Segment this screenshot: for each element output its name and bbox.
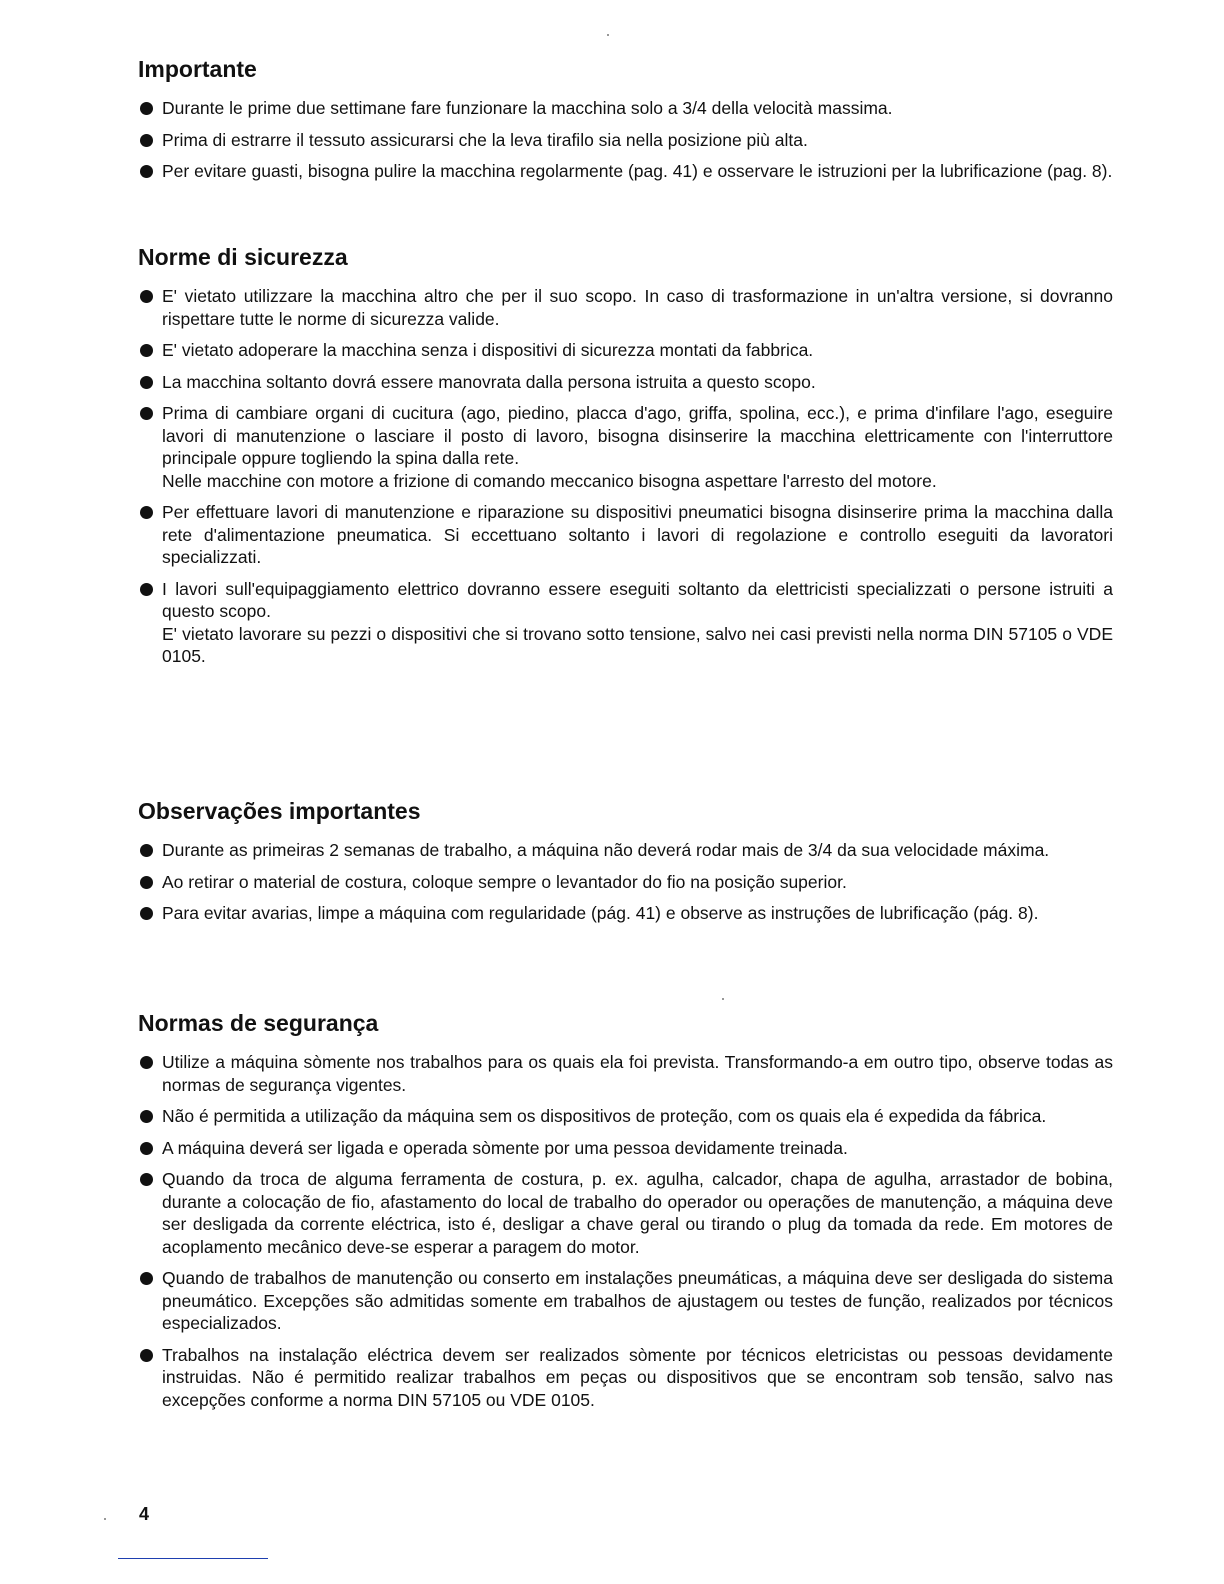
- list-item: Prima di cambiare organi di cucitura (ago, piedino, placca d'ago, griffa, spolina, ecc.), e prima d'infilare l'ago, eseguire lavori di manutenzione o lasciare il posto di lavoro, bisogna disinserire la macchina elettricamente con l'interruttore principale oppure togliendo la spina dalla rete. Nelle macchine con motore a frizione di comando meccanico bisogna aspettare l'arresto del motore.: [138, 402, 1113, 492]
- bullet-icon: [140, 344, 153, 357]
- bullet-icon: [140, 506, 153, 519]
- scan-speck: [722, 998, 724, 1000]
- list-item: E' vietato adoperare la macchina senza i dispositivi di sicurezza montati da fabbrica.: [138, 339, 1113, 362]
- list-item: Prima di estrarre il tessuto assicurarsi che la leva tirafilo sia nella posizione più alta.: [138, 129, 1113, 152]
- bullet-icon: [140, 1110, 153, 1123]
- bullet-icon: [140, 1272, 153, 1285]
- bullet-icon: [140, 290, 153, 303]
- bullet-icon: [140, 907, 153, 920]
- list-item: Para evitar avarias, limpe a máquina com regularidade (pág. 41) e observe as instruções de lubrificação (pág. 8).: [138, 902, 1113, 925]
- list-item: Quando de trabalhos de manutenção ou conserto em instalações pneumáticas, a máquina deve ser desligada do sistema pneumático. Excepções são admitidas somente em trabalhos de ajustagem ou testes de função, realizados por técnicos especializados.: [138, 1267, 1113, 1335]
- list-item: E' vietato utilizzare la macchina altro che per il suo scopo. In caso di trasformazione in un'altra versione, si dovranno rispettare tutte le norme di sicurezza valide.: [138, 285, 1113, 330]
- bullet-icon: [140, 407, 153, 420]
- list-item: Trabalhos na instalação eléctrica devem ser realizados sòmente por técnicos eletricistas ou pessoas devidamente instruidas. Não é permitido realizar trabalhos em peças ou dispositivos que se encontram sob tensão, salvo nas excepções conforme a norma DIN 57105 ou VDE 0105.: [138, 1344, 1113, 1412]
- list-item: Per effettuare lavori di manutenzione e riparazione su dispositivi pneumatici bisogna disinserire prima la macchina dalla rete d'alimentazione pneumatica. Si eccettuano soltanto i lavori di regolazione e controllo eseguiti da lavoratori specializzati.: [138, 501, 1113, 569]
- section-normas-de-seguranca: [138, 1009, 1113, 1420]
- list-item: Ao retirar o material de costura, coloque sempre o levantador do fio na posição superior.: [138, 871, 1113, 894]
- list-item: Quando da troca de alguma ferramenta de costura, p. ex. agulha, calcador, chapa de agulha, arrastador de bobina, durante a colocação de fio, afastamento do local de trabalho do operador ou operações de manutenção, a máquina deve ser desligada da corrente eléctrica, isto é, desligar a chave geral ou tirando o plug da tomada da rede. Em motores de acoplamento mecânico deve-se esperar a paragem do motor.: [138, 1168, 1113, 1258]
- list-item: Utilize a máquina sòmente nos trabalhos para os quais ela foi prevista. Transformando-a em outro tipo, observe todas as normas de segurança vigentes.: [138, 1051, 1113, 1096]
- list-item: A máquina deverá ser ligada e operada sòmente por uma pessoa devidamente treinada.: [138, 1137, 1113, 1160]
- scan-speck: [607, 34, 609, 36]
- list-item: La macchina soltanto dovrá essere manovrata dalla persona istruita a questo scopo.: [138, 371, 1113, 394]
- section-observacoes-importantes: [138, 797, 1113, 934]
- section-heading: Norme di sicurezza: [138, 244, 348, 270]
- bullet-icon: [140, 844, 153, 857]
- bullet-icon: [140, 165, 153, 178]
- section-heading: Normas de segurança: [138, 1010, 379, 1036]
- list-item: Durante le prime due settimane fare funzionare la macchina solo a 3/4 della velocità massima.: [138, 97, 1113, 120]
- section-importante: [138, 55, 1113, 192]
- bullet-icon: [140, 376, 153, 389]
- list-item: Per evitare guasti, bisogna pulire la macchina regolarmente (pag. 41) e osservare le istruzioni per la lubrificazione (pag. 8).: [138, 160, 1113, 183]
- bullet-icon: [140, 583, 153, 596]
- section-heading: Observações importantes: [138, 798, 421, 824]
- page-number: 4: [139, 1504, 150, 1524]
- bullet-icon: [140, 102, 153, 115]
- bullet-icon: [140, 1142, 153, 1155]
- section-norme-di-sicurezza: [138, 243, 1113, 677]
- bullet-icon: [140, 134, 153, 147]
- bullet-icon: [140, 1056, 153, 1069]
- bullet-icon: [140, 1173, 153, 1186]
- bullet-icon: [140, 1349, 153, 1362]
- list-item: Durante as primeiras 2 semanas de trabalho, a máquina não deverá rodar mais de 3/4 da sua velocidade máxima.: [138, 839, 1113, 862]
- list-item: Não é permitida a utilização da máquina sem os dispositivos de proteção, com os quais ela é expedida da fábrica.: [138, 1105, 1113, 1128]
- section-heading: Importante: [138, 56, 257, 82]
- bullet-icon: [140, 876, 153, 889]
- list-item: I lavori sull'equipaggiamento elettrico dovranno essere eseguiti soltanto da elettricisti specializzati o persone istruiti a questo scopo. E' vietato lavorare su pezzi o dispositivi che si trovano sotto tensione, salvo nei casi previsti nella norma DIN 57105 o VDE 0105.: [138, 578, 1113, 668]
- footer-divider: [118, 1558, 268, 1559]
- scan-speck: [104, 1518, 106, 1520]
